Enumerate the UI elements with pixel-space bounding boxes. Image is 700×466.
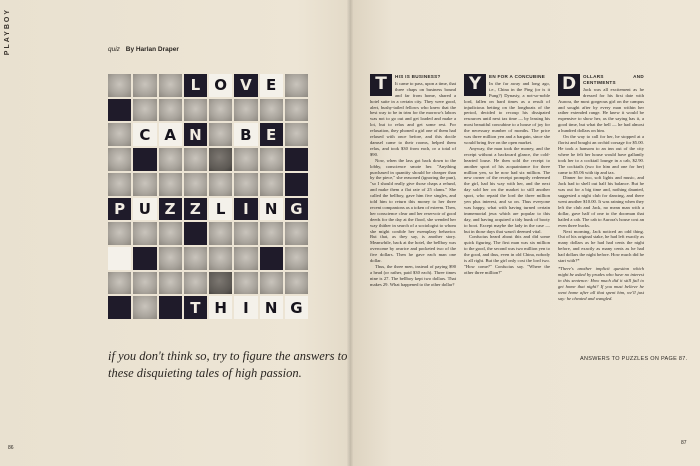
paragraph: Confucius heard about this and did some quick figuring. The first man was six million to the good, the second was two million yen to the good, and thus, even in old China, nobody is all right. But the girl only cost the lord two. "How come?" Confucius say. "Where the other three million?" bbox=[464, 234, 550, 275]
article-column-3 bbox=[558, 74, 644, 301]
page-number-right: 87 bbox=[681, 440, 687, 446]
grid-photo-cell bbox=[184, 272, 207, 295]
grid-photo-cell bbox=[108, 247, 131, 270]
grid-photo-cell bbox=[234, 99, 257, 122]
grid-photo-cell bbox=[285, 173, 308, 196]
magazine-brand: PLAYBOY bbox=[4, 8, 11, 56]
page-number-left: 86 bbox=[8, 445, 14, 451]
grid-photo-cell bbox=[159, 222, 182, 245]
grid-letter: B bbox=[240, 125, 252, 144]
page-spine bbox=[347, 0, 353, 466]
grid-photo-cell bbox=[209, 148, 232, 171]
grid-letter-cell bbox=[209, 74, 232, 97]
grid-photo-cell bbox=[209, 173, 232, 196]
grid-letter-cell bbox=[209, 296, 232, 319]
grid-letter: N bbox=[264, 298, 278, 317]
letter-grid-illustration bbox=[108, 74, 308, 319]
grid-photo-cell bbox=[234, 148, 257, 171]
paragraph: On the way to call for her, he stopped at a florist and bought an orchid corsage for $5.00. He took a hansom to an inn out of the city where he felt her house would have gallantly took her to a cocktail lounge in a cab, $2.90. The cocktails (two for him and one for her) came to $5.06 with tip and tax. bbox=[558, 134, 644, 175]
grid-photo-cell bbox=[260, 148, 283, 171]
grid-photo-cell bbox=[209, 123, 232, 146]
grid-letter: L bbox=[190, 76, 201, 95]
grid-letter: E bbox=[266, 76, 277, 95]
grid-photo-cell bbox=[159, 74, 182, 97]
paragraph: It came to pass, upon a time, that three chaps on business bound and far from home, shared a hotel suite in a certain city. They were good, alert, bushy-tailed fellows who knew that the best way to be in trim for the morrow's labors was not to go out and get loaded and make a lot, but to relax and get some rest. For relaxation, they phoned a girl one of them had relaxed with once before, and this docile damsel came to their rooms, helped them relax, and took $30 from each, or a total of $90. bbox=[370, 80, 456, 157]
grid-photo-cell bbox=[159, 148, 182, 171]
paragraph: Now, when the lass got back down to the lobby, conscience smote her. "Anything purchased in quantity should be cheaper than by the piece," she reasoned (ignoring the pun), "so I should really give those chaps a refund, and make them a flat rate of 25 clams." She called the bellboy, gave him five singles, and told him to return this money to her three recent companions as a token of esteem. Then, her conscience clear and her reservoir of good deeds for the day at the flood, she wended her way thither in search of a sociologist to whom she might confide her exemplary behavior. But that, as they say, is another story. Meanwhile, back at the hotel, the bellboy was overcome by avarice and pocketed two of the five dollars. Then he gave each man one dollar. bbox=[370, 157, 456, 264]
grid-photo-cell bbox=[209, 99, 232, 122]
grid-photo-cell bbox=[184, 222, 207, 245]
grid-letter: V bbox=[240, 76, 252, 95]
grid-letter-cell bbox=[260, 123, 283, 146]
answers-note: ANSWERS TO PUZZLES ON PAGE 87. bbox=[580, 356, 688, 362]
grid-letter-cell bbox=[234, 198, 257, 221]
grid-photo-cell bbox=[234, 173, 257, 196]
grid-letter-cell bbox=[108, 198, 131, 221]
grid-letter: A bbox=[164, 125, 176, 144]
grid-photo-cell bbox=[108, 222, 131, 245]
grid-photo-cell bbox=[285, 99, 308, 122]
grid-letter: H bbox=[214, 298, 227, 317]
grid-letter-cell bbox=[133, 123, 156, 146]
grid-photo-cell bbox=[159, 296, 182, 319]
grid-photo-cell bbox=[234, 247, 257, 270]
grid-letter-cell bbox=[260, 198, 283, 221]
grid-photo-cell bbox=[133, 74, 156, 97]
paragraph: Dinner for two, soft lights and music, and Jack had to shell out half his balance. But he was out for a big time and, nothing daunted, suggested a night club for dancing, and there went another $10.00. It was raining when they left the club and Jack, no mean man with a dollar, gave half of one to the doorman that hailed a cab. The cab to Aurora's house cost an even three bucks. bbox=[558, 175, 644, 228]
grid-photo-cell bbox=[184, 99, 207, 122]
grid-letter-cell bbox=[285, 296, 308, 319]
caption: if you don't think so, try to figure the answers to these disquieting tales of high passion. bbox=[108, 349, 348, 380]
grid-photo-cell bbox=[133, 272, 156, 295]
grid-photo-cell bbox=[108, 123, 131, 146]
grid-letter-cell bbox=[260, 74, 283, 97]
grid-letter-cell bbox=[184, 123, 207, 146]
dropcap: Y bbox=[464, 74, 486, 96]
grid-photo-cell bbox=[133, 247, 156, 270]
grid-letter: C bbox=[139, 125, 151, 144]
grid-photo-cell bbox=[260, 272, 283, 295]
grid-photo-cell bbox=[260, 173, 283, 196]
paragraph: Jack was all excitement as he dressed for his first date with Aurora, the most gorgeous girl on the campus and sought after by every man within her rather extended range. He knew it would be expensive to show her, as the saying has it, a good time, but what the hell — he had almost a hundred dollars on him. bbox=[558, 86, 644, 134]
grid-letter-cell bbox=[184, 296, 207, 319]
grid-photo-cell bbox=[234, 222, 257, 245]
byline-author: By Harlan Draper bbox=[125, 46, 179, 53]
byline bbox=[108, 46, 179, 53]
grid-letter-cell bbox=[234, 296, 257, 319]
grid-photo-cell bbox=[133, 173, 156, 196]
grid-letter-cell bbox=[260, 296, 283, 319]
grid-photo-cell bbox=[133, 296, 156, 319]
grid-letter-cell bbox=[184, 198, 207, 221]
grid-photo-cell bbox=[285, 123, 308, 146]
grid-letter: Z bbox=[189, 199, 201, 218]
grid-letter: I bbox=[243, 298, 249, 317]
grid-letter: U bbox=[138, 199, 151, 218]
grid-photo-cell bbox=[260, 247, 283, 270]
grid-photo-cell bbox=[133, 148, 156, 171]
grid-photo-cell bbox=[159, 99, 182, 122]
grid-photo-cell bbox=[108, 99, 131, 122]
grid-letter: E bbox=[266, 125, 277, 144]
paragraph: Thus, the three men, instead of paying $90 a head (or rather, paid $30 each). Three times nine is 27. The bellboy kept two dollars. That makes 29. What happened to the other dollar? bbox=[370, 264, 456, 287]
grid-letter-cell bbox=[159, 123, 182, 146]
grid-photo-cell bbox=[209, 222, 232, 245]
grid-letter: N bbox=[189, 125, 202, 144]
grid-photo-cell bbox=[285, 148, 308, 171]
dropcap: D bbox=[558, 74, 580, 96]
grid-photo-cell bbox=[184, 148, 207, 171]
grid-letter: I bbox=[243, 199, 249, 218]
grid-photo-cell bbox=[133, 222, 156, 245]
grid-photo-cell bbox=[209, 272, 232, 295]
grid-photo-cell bbox=[108, 74, 131, 97]
grid-letter-cell bbox=[285, 198, 308, 221]
grid-letter-cell bbox=[184, 74, 207, 97]
grid-photo-cell bbox=[285, 247, 308, 270]
grid-photo-cell bbox=[108, 296, 131, 319]
grid-letter: G bbox=[290, 298, 303, 317]
grid-photo-cell bbox=[108, 173, 131, 196]
grid-letter: N bbox=[264, 199, 278, 218]
grid-letter: G bbox=[290, 199, 303, 218]
column-heading: HIS IS BUSINESS? bbox=[395, 74, 441, 79]
grid-letter: P bbox=[114, 199, 126, 218]
grid-photo-cell bbox=[260, 222, 283, 245]
paragraph: Next morning, Jack noticed an odd thing. Out of his original stake, he had left exactly as many dollars as he had had cents the night before, and exactly as many cents as he had had dollars the night before. How much did he start with?* bbox=[558, 228, 644, 264]
grid-photo-cell bbox=[285, 74, 308, 97]
grid-photo-cell bbox=[159, 247, 182, 270]
grid-photo-cell bbox=[184, 247, 207, 270]
grid-letter: L bbox=[215, 199, 226, 218]
article-column-1 bbox=[370, 74, 456, 288]
grid-photo-cell bbox=[234, 272, 257, 295]
grid-letter-cell bbox=[234, 123, 257, 146]
grid-photo-cell bbox=[209, 247, 232, 270]
grid-photo-cell bbox=[159, 272, 182, 295]
grid-letter: Z bbox=[164, 199, 176, 218]
column-heading: OLLARS AND CENTIMENTS bbox=[583, 74, 644, 85]
dropcap: T bbox=[370, 74, 392, 96]
grid-letter: T bbox=[190, 298, 201, 317]
grid-photo-cell bbox=[159, 173, 182, 196]
paragraph: Anyway, the man took the money, and the receipt without a backward glance, the cold-hearted louse. He then sold the receipt to another sport of his acquaintance for three million yen, so he now had six million. The new owner of the receipt promptly redeemed the girl, had his way with her, and the next day sold her on the market to still another sport, who repaid the lord the three million yen plus interest, and so on. Thus everyone was happy, what with having turned certain immemorial jeux which are popular to this day, and having acquired a tidy hunk of booty to boot. Except maybe the lady in the case — but in those days that wasn't deemed vital. bbox=[464, 145, 550, 234]
grid-photo-cell bbox=[108, 148, 131, 171]
grid-photo-cell bbox=[260, 99, 283, 122]
grid-letter-cell bbox=[159, 198, 182, 221]
grid-photo-cell bbox=[108, 272, 131, 295]
grid-photo-cell bbox=[184, 173, 207, 196]
grid-letter-cell bbox=[234, 74, 257, 97]
grid-letter: O bbox=[214, 76, 227, 95]
grid-photo-cell bbox=[285, 272, 308, 295]
grid-letter-cell bbox=[209, 198, 232, 221]
byline-kicker: quiz bbox=[108, 46, 120, 53]
footnote: *There's another implicit question which might be asked by prudes who have no interest in this sentence: How much did it still fail to get home that night? If you must believe he went home after all that spent him, we'll just say: he cheated and wangled. bbox=[558, 266, 644, 301]
paragraph: In the far away and long ago, i.e., China in the Ping (or is it Pung?) Dynasty, a not-so-noble lord, fallen on hard times as a result of injudicious betting on the longboats of the period, decided to recoup his dissipated resources until next tax time — by leasing his most beautiful concubine to a house of joy for the necessary number of months. The price was three million yen and a bargain, since she would bring five on the open market. bbox=[464, 80, 550, 145]
column-heading: EN FOR A CONCUBINE bbox=[489, 74, 546, 79]
grid-letter-cell bbox=[133, 198, 156, 221]
article-column-2 bbox=[464, 74, 550, 276]
grid-photo-cell bbox=[133, 99, 156, 122]
grid-photo-cell bbox=[285, 222, 308, 245]
